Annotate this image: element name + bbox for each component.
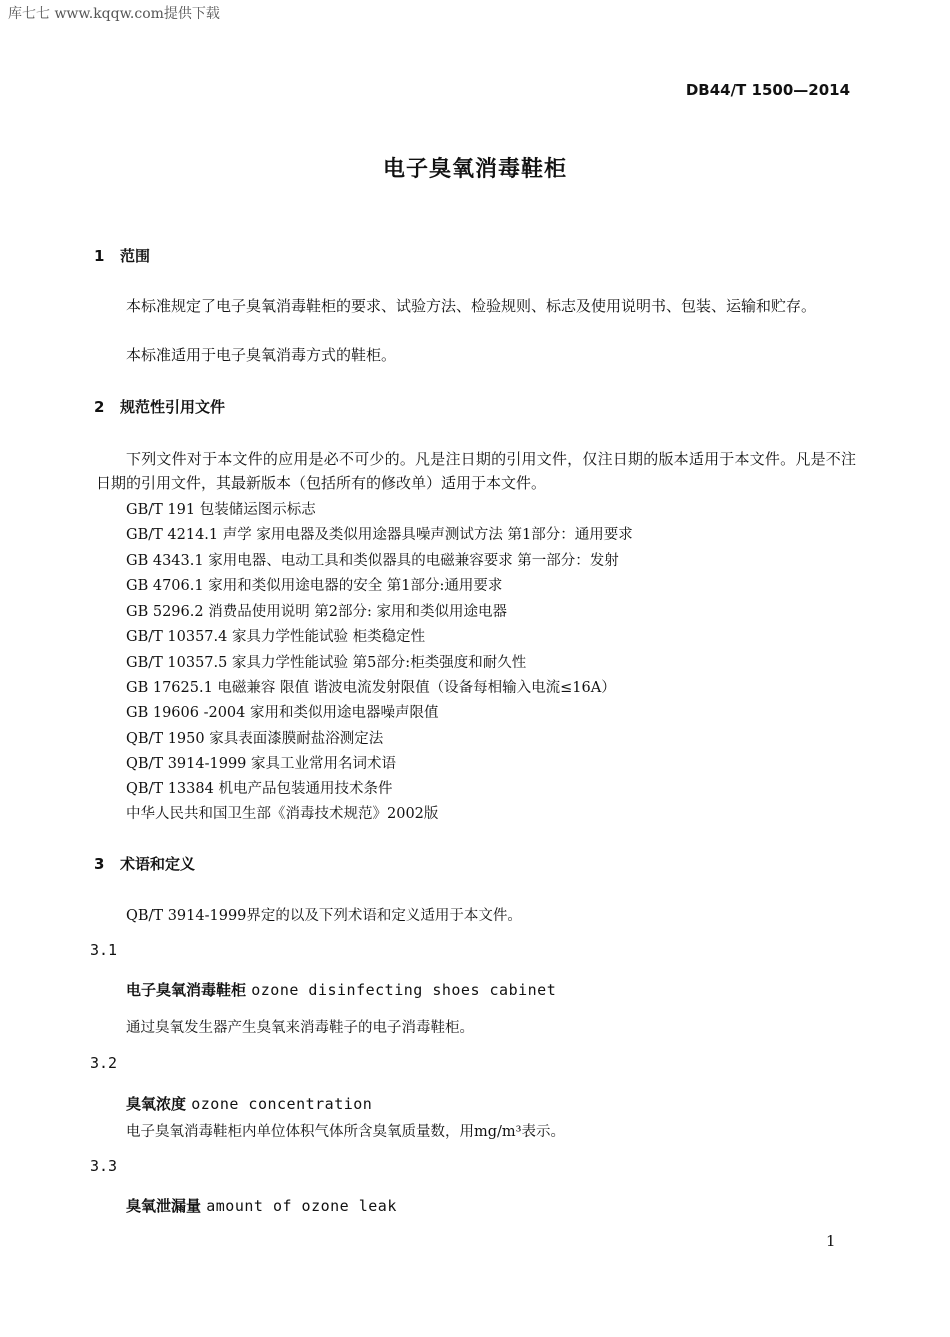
section-3-heading	[94, 853, 195, 874]
section-number: 2	[94, 398, 105, 416]
term-definition: 电子臭氧消毒鞋柜内单位体积气体所含臭氧质量数，用mg/m³表示。	[126, 1124, 565, 1140]
reference-item: GB/T 191 包装储运图示标志	[126, 502, 316, 518]
term-definition: 通过臭氧发生器产生臭氧来消毒鞋子的电子消毒鞋柜。	[126, 1020, 474, 1036]
subsection-number: 3.2	[90, 1054, 118, 1072]
reference-item: GB 4706.1 家用和类似用途电器的安全 第1部分:通用要求	[126, 578, 503, 594]
term-title	[126, 1195, 397, 1216]
reference-item: GB/T 10357.4 家具力学性能试验 柜类稳定性	[126, 629, 426, 645]
document-title: 电子臭氧消毒鞋柜	[382, 157, 567, 182]
reference-item: 中华人民共和国卫生部《消毒技术规范》2002版	[126, 806, 439, 822]
term-name-en: ozone concentration	[191, 1095, 373, 1113]
section-2-heading	[94, 396, 225, 417]
terms-intro-paragraph: QB/T 3914-1999界定的以及下列术语和定义适用于本文件。	[126, 908, 522, 924]
standard-code: DB44/T 1500—2014	[685, 81, 850, 99]
scope-paragraph-2: 本标准适用于电子臭氧消毒方式的鞋柜。	[126, 346, 397, 364]
reference-item: GB 5296.2 消费品使用说明 第2部分: 家用和类似用途电器	[126, 604, 508, 620]
normative-references-paragraph: 下列文件对于本文件的应用是必不可少的。凡是注日期的引用文件，仅注日期的版本适用于本文件。凡是不注日期的引用文件，其最新版本（包括所有的修改单）适用于本文件。	[96, 450, 856, 492]
term-name-cn: 电子臭氧消毒鞋柜	[126, 981, 247, 999]
page-number: 1	[826, 1232, 836, 1250]
reference-item: QB/T 1950 家具表面漆膜耐盐浴测定法	[126, 731, 384, 747]
term-name-en: amount of ozone leak	[206, 1197, 397, 1215]
term-name-cn: 臭氧泄漏量	[126, 1197, 202, 1215]
section-number: 1	[94, 247, 105, 265]
subsection-number: 3.1	[90, 941, 118, 959]
section-1-heading	[94, 245, 150, 266]
reference-item: GB/T 10357.5 家具力学性能试验 第5部分:柜类强度和耐久性	[126, 655, 527, 671]
subsection-number: 3.3	[90, 1157, 118, 1175]
reference-item: QB/T 13384 机电产品包装通用技术条件	[126, 781, 393, 797]
term-name-en: ozone disinfecting shoes cabinet	[251, 981, 557, 999]
section-title: 规范性引用文件	[120, 398, 226, 416]
reference-item: GB/T 4214.1 声学 家用电器及类似用途器具噪声测试方法 第1部分：通用要求	[126, 527, 633, 543]
reference-item: QB/T 3914-1999 家具工业常用名词术语	[126, 756, 397, 772]
reference-item: GB 4343.1 家用电器、电动工具和类似器具的电磁兼容要求 第一部分：发射	[126, 553, 619, 569]
reference-item: GB 17625.1 电磁兼容 限值 谐波电流发射限值（设备每相输入电流≤16A）	[126, 680, 616, 696]
watermark-text: 库七七 www.kqqw.com提供下载	[8, 6, 220, 22]
term-title	[126, 1093, 372, 1114]
reference-item: GB 19606 -2004 家用和类似用途电器噪声限值	[126, 705, 439, 721]
section-title: 范围	[120, 247, 151, 265]
term-title	[126, 979, 556, 1000]
section-title: 术语和定义	[120, 855, 196, 873]
scope-paragraph-1: 本标准规定了电子臭氧消毒鞋柜的要求、试验方法、检验规则、标志及使用说明书、包装、运输和贮存。	[126, 297, 817, 315]
section-number: 3	[94, 855, 105, 873]
term-name-cn: 臭氧浓度	[126, 1095, 187, 1113]
